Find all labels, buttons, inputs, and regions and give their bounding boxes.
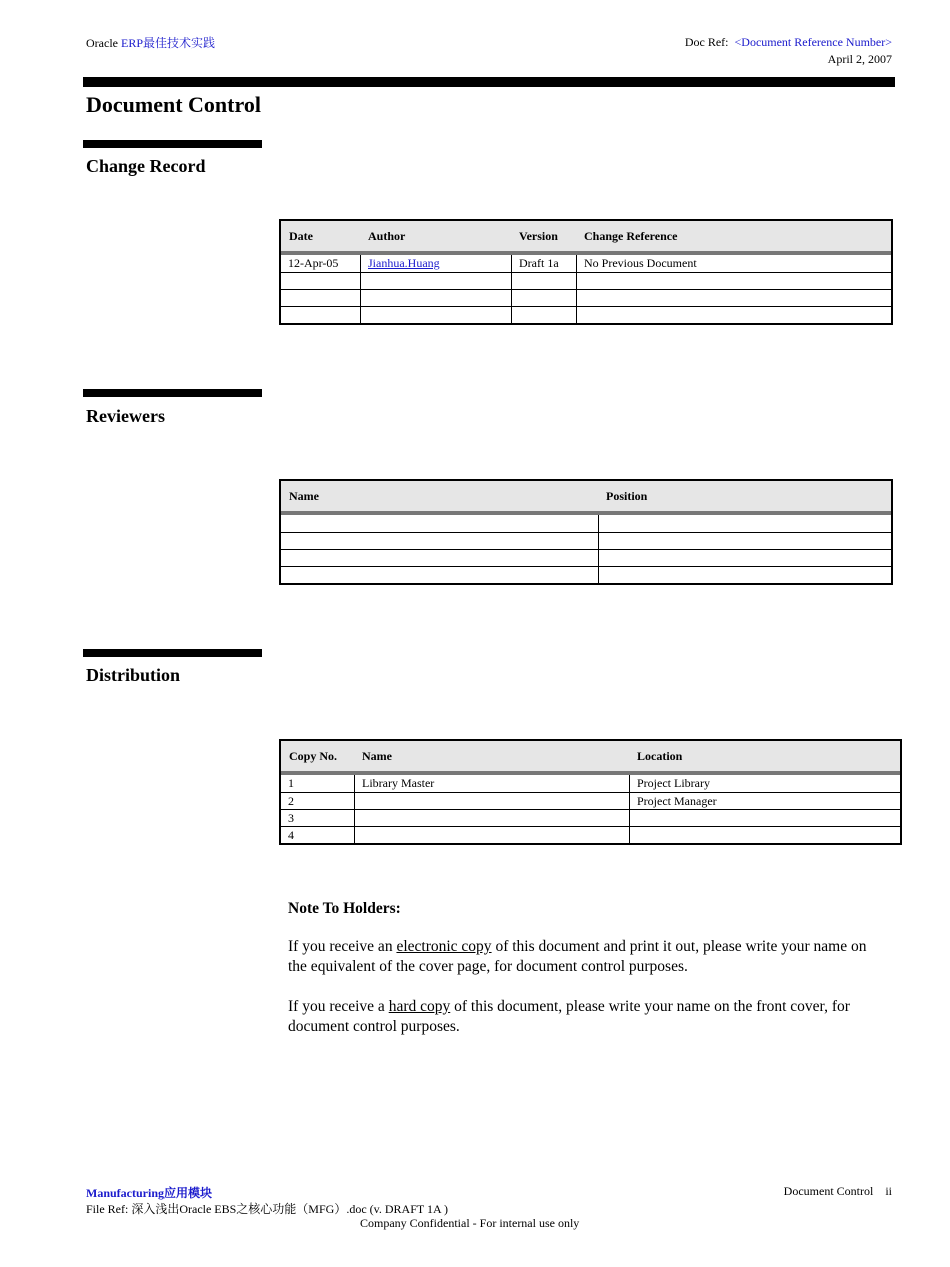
table-row — [281, 306, 891, 323]
table-cell — [354, 793, 629, 809]
footer-right — [784, 1184, 892, 1199]
header-date: April 2, 2007 — [827, 52, 892, 66]
table-row — [281, 775, 900, 792]
table-cell — [281, 273, 360, 289]
table-row — [281, 289, 891, 306]
table-cell — [576, 290, 891, 306]
note-emphasis: electronic copy — [396, 938, 492, 955]
table-row — [281, 826, 900, 843]
note-paragraph-2 — [288, 997, 888, 1037]
table-cell: Project Manager — [629, 793, 900, 809]
table-row — [281, 532, 891, 549]
table-cell: Library Master — [354, 775, 629, 792]
table-body — [281, 515, 891, 583]
table-cell: 2 — [288, 794, 294, 808]
column-header: Copy No. — [289, 748, 338, 763]
change-record-table — [279, 219, 893, 325]
author-link[interactable]: Jianhua.Huang — [360, 255, 511, 272]
table-cell: 4 — [288, 828, 294, 842]
page-title: Document Control — [86, 92, 261, 117]
header-left — [86, 34, 215, 51]
table-cell — [629, 810, 900, 826]
table-cell — [281, 307, 360, 323]
note-text: of this document, please write your name on the front cover, for document control purposes. — [288, 998, 850, 1035]
table-cell — [598, 515, 891, 532]
reviewers-table — [279, 479, 893, 585]
doc-ref-value: <Document Reference Number> — [734, 35, 892, 49]
doc-ref-label: Doc Ref: — [684, 35, 729, 49]
header-right — [685, 34, 892, 68]
header-title: ERP最佳技术实践 — [120, 36, 215, 50]
note-paragraph-1 — [288, 937, 888, 977]
note-emphasis: hard copy — [388, 998, 451, 1015]
table-cell — [598, 550, 891, 566]
note-text: of this document and print it out, please write your name on the equivalent of the cover page, for document control purposes. — [288, 938, 867, 975]
note-text: If you receive an — [288, 938, 397, 955]
table-cell — [576, 307, 891, 323]
note-heading: Note To Holders: — [288, 900, 401, 917]
column-header: Name — [362, 748, 392, 763]
table-row — [281, 566, 891, 583]
section-rule — [83, 649, 262, 657]
table-cell — [281, 515, 598, 532]
table-cell — [281, 550, 598, 566]
column-header: Version — [519, 228, 558, 243]
table-row — [281, 809, 900, 826]
table-cell: Project Library — [629, 775, 900, 792]
table-header — [281, 221, 891, 255]
change-record-heading: Change Record — [86, 156, 206, 176]
column-header: Author — [368, 228, 406, 243]
note-text: If you receive a — [288, 998, 389, 1015]
table-cell: No Previous Document — [576, 255, 891, 272]
table-cell — [511, 307, 576, 323]
table-row — [281, 272, 891, 289]
header-rule — [83, 77, 895, 87]
table-cell — [360, 290, 511, 306]
section-rule — [83, 389, 262, 397]
table-cell: 1 — [288, 776, 294, 790]
table-cell — [354, 810, 629, 826]
table-body — [281, 255, 891, 323]
distribution-table — [279, 739, 902, 845]
table-cell — [354, 827, 629, 843]
table-row — [281, 792, 900, 809]
section-rule — [83, 140, 262, 148]
table-row — [281, 515, 891, 532]
table-cell — [281, 567, 598, 583]
footer-module: Manufacturing应用模块 — [86, 1186, 213, 1200]
table-cell — [281, 533, 598, 549]
table-cell — [360, 273, 511, 289]
distribution-heading: Distribution — [86, 665, 181, 685]
table-cell — [511, 290, 576, 306]
table-cell — [511, 273, 576, 289]
table-cell — [281, 290, 360, 306]
reviewers-heading: Reviewers — [86, 406, 165, 426]
table-row — [281, 549, 891, 566]
footer-confidential: Company Confidential - For internal use only — [360, 1216, 580, 1230]
table-cell: Draft 1a — [511, 255, 576, 272]
column-header: Position — [606, 488, 648, 503]
table-cell — [598, 533, 891, 549]
table-cell — [360, 307, 511, 323]
column-header: Name — [289, 488, 319, 503]
table-cell — [576, 273, 891, 289]
table-header — [281, 481, 891, 515]
header-prefix: Oracle — [86, 36, 118, 50]
table-header — [281, 741, 900, 775]
column-header: Location — [637, 748, 683, 763]
table-row — [281, 255, 891, 272]
column-header: Date — [289, 228, 313, 243]
column-header: Change Reference — [584, 228, 678, 243]
footer-section: Document Control — [783, 1184, 874, 1198]
page-number: ii — [885, 1184, 892, 1198]
footer-file-ref: File Ref: 深入浅出Oracle EBS之核心功能（MFG）.doc (v. DRAFT 1A ) — [86, 1202, 448, 1216]
table-cell — [629, 827, 900, 843]
table-cell: 3 — [288, 811, 294, 825]
table-cell — [598, 567, 891, 583]
table-cell: 12-Apr-05 — [288, 256, 339, 270]
table-body — [281, 775, 900, 843]
